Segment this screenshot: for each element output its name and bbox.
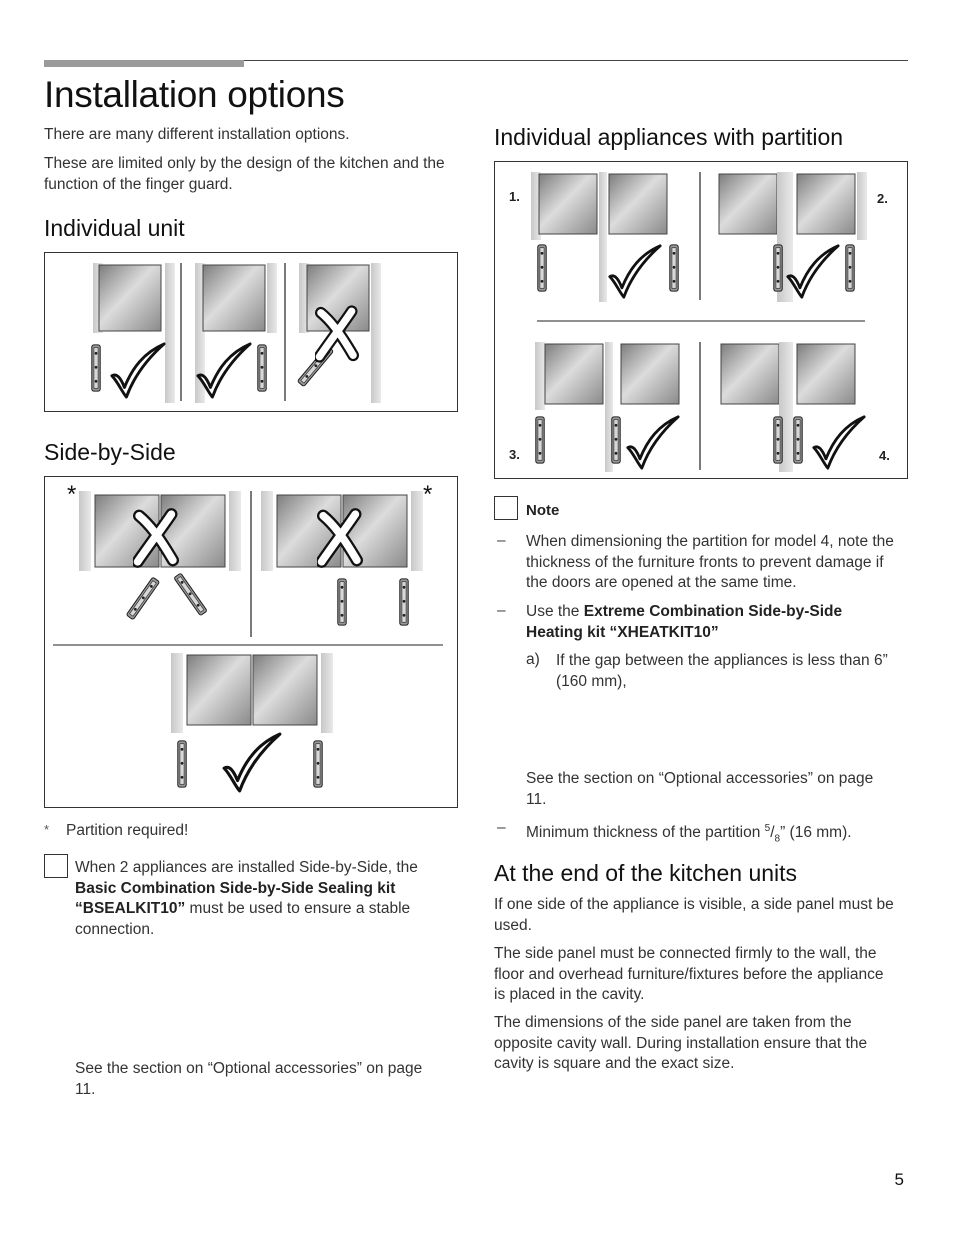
partition-footnote: Partition required! <box>66 822 189 839</box>
intro-paragraph-2: These are limited only by the design of the kitchen and the function of the finger guard. <box>44 155 445 193</box>
individual-unit-heading: Individual unit <box>44 215 185 241</box>
note-icon-box <box>44 854 68 878</box>
partition-figure <box>494 161 908 479</box>
note-icon-box <box>494 496 518 520</box>
model-label-3: 3. <box>509 447 520 462</box>
side-by-side-heading: Side-by-Side <box>44 439 176 465</box>
side-by-side-see-section: See the section on “Optional accessories” on page 11. <box>75 1060 423 1098</box>
top-rule-accent <box>44 60 244 67</box>
note-title: Note <box>526 502 560 519</box>
model-label-4: 4. <box>879 448 890 463</box>
list-dash: – <box>497 602 506 619</box>
footnote-mark: * <box>44 822 50 837</box>
intro-paragraph-1: There are many different installation options. <box>44 126 350 143</box>
partition-illustration <box>495 162 907 478</box>
partition-see-section: See the section on “Optional accessories” on page 11. <box>526 770 874 808</box>
end-units-paragraph-3: The dimensions of the side panel are taken from the opposite cavity wall. During installation ensure that the cavity is square and the exact size. <box>494 1014 868 1072</box>
partition-sub-item-a: If the gap between the appliances is less than 6” (160 mm), <box>556 652 888 690</box>
sub-item-label: a) <box>526 651 540 668</box>
partition-heading: Individual appliances with partition <box>494 124 844 150</box>
partition-star-right: * <box>423 481 433 508</box>
end-units-heading: At the end of the kitchen units <box>494 860 798 886</box>
side-by-side-illustration <box>45 477 457 807</box>
model-label-2: 2. <box>877 191 888 206</box>
partition-note-item-3: Minimum thickness of the partition $^5/_8$” (16 mm). <box>526 823 852 845</box>
end-units-paragraph-2: The side panel must be connected firmly to the wall, the floor and overhead furniture/fixtures before the appliance is placed in the cavity. <box>494 945 884 1003</box>
page-number: 5 <box>894 1170 904 1189</box>
partition-star-left: * <box>67 481 77 508</box>
partition-note-item-2: Use the Extreme Combination Side-by-Side Heating kit “XHEATKIT10” <box>526 603 843 641</box>
model-label-1: 1. <box>509 189 520 204</box>
partition-note-item-1: When dimensioning the partition for model 4, note the thickness of the furniture fronts to prevent damage if the doors are opened at the same time. <box>526 533 894 591</box>
list-dash: – <box>497 532 506 549</box>
page-title: Installation options <box>44 74 345 115</box>
side-by-side-figure <box>44 476 458 808</box>
list-dash: – <box>497 819 506 836</box>
individual-unit-figure <box>44 252 458 412</box>
end-units-paragraph-1: If one side of the appliance is visible, a side panel must be used. <box>494 896 894 934</box>
individual-unit-illustration <box>45 253 457 411</box>
side-by-side-note: When 2 appliances are installed Side-by-Side, the Basic Combination Side-by-Side Sealing kit “BSEALKIT10” must be used to ensure a stable connection. <box>75 859 418 938</box>
